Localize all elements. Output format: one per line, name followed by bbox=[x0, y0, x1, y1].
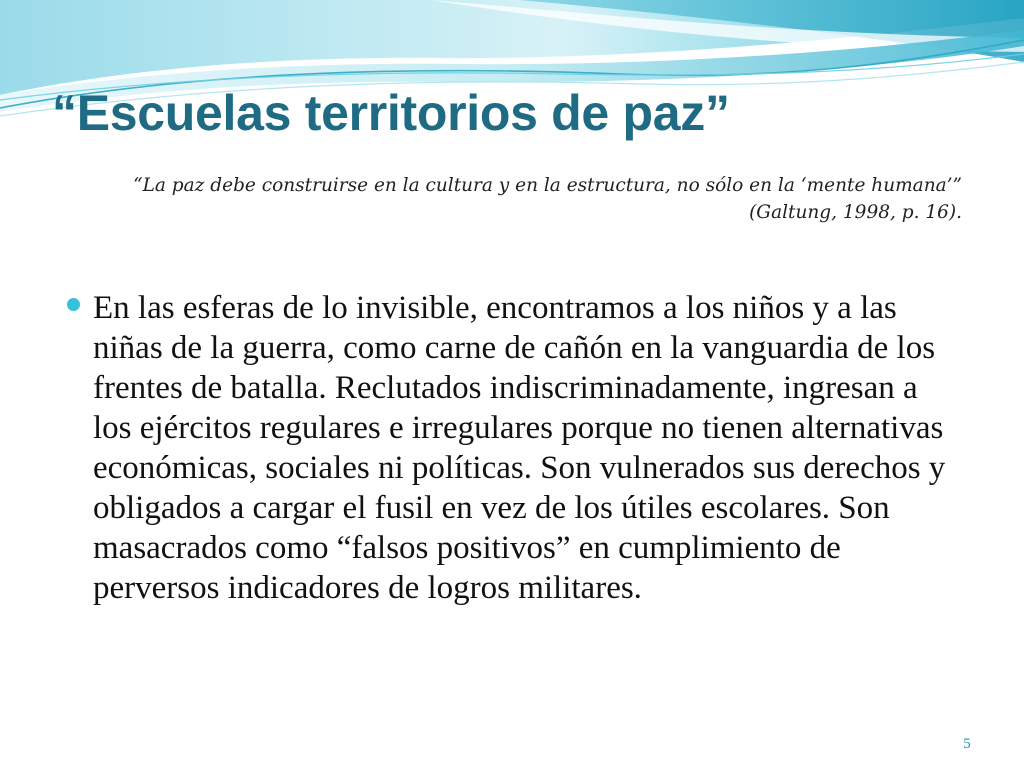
slide-title: “Escuelas territorios de paz” bbox=[52, 85, 730, 141]
bullet-text: En las esferas de lo invisible, encontramos a los niños y a las niñas de la guerra, como carne de cañón en la vanguardia de los frentes de batalla. Reclutados indiscriminadamente, ingresan a los ejércitos regulares e irregulares porque no tienen alternativas económicas, sociales ni políticas. Son vulnerados sus derechos y obligados a cargar el fusil en vez de los útiles escolares. Son masacrados como “falsos positivos” en cumplimiento de perversos indicadores de logros militares. bbox=[93, 290, 946, 606]
epigraph-quote: “La paz debe construirse en la cultura y en la estructura, no sólo en la ‘mente humana’” (Galtung, 1998, p. 16). bbox=[133, 175, 962, 223]
page-number: 5 bbox=[963, 736, 971, 752]
bullet-item bbox=[64, 288, 964, 608]
bullet-list bbox=[64, 288, 964, 608]
circle-bullet-icon bbox=[67, 298, 80, 311]
